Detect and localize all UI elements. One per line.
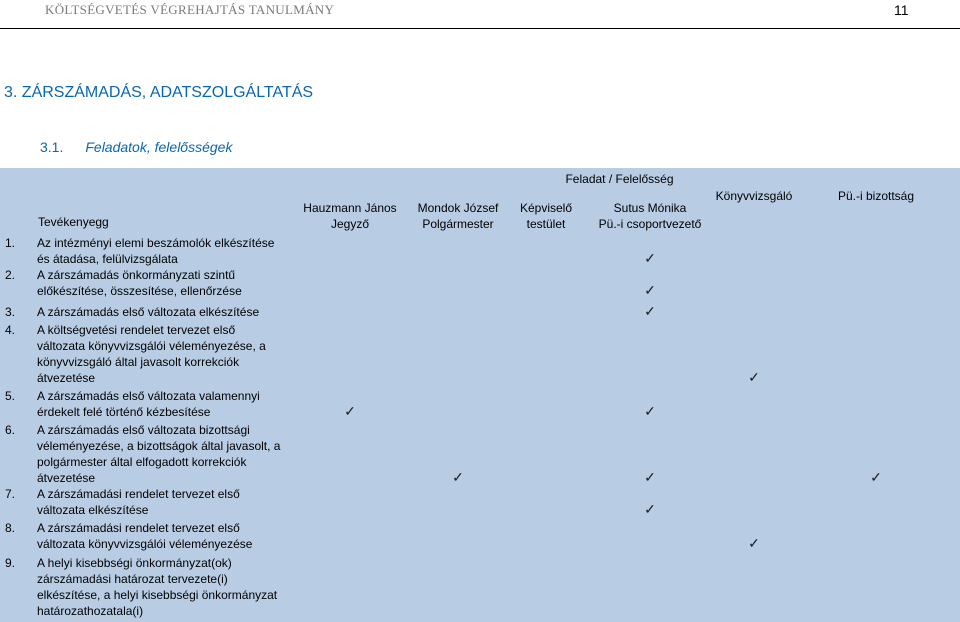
subsection-label: Feladatok, felelősségek — [85, 139, 233, 155]
check-icon: ✓ — [644, 403, 656, 419]
row-number: 3. — [5, 305, 16, 319]
activity-line: változata könyvvizsgálói véleményezése — [37, 537, 253, 551]
column-header-role: Polgármester — [422, 217, 494, 231]
row-number: 7. — [5, 487, 16, 501]
row-number: 1. — [5, 236, 16, 250]
row-number: 8. — [5, 521, 16, 535]
activity-text — [37, 422, 282, 486]
activity-text — [37, 267, 282, 299]
activity-line: elkészítése, a helyi kisebbségi önkormányzat — [37, 588, 278, 602]
column-header-name: Mondok József — [417, 201, 499, 215]
activity-text — [37, 322, 282, 386]
check-icon: ✓ — [748, 535, 760, 551]
row-number: 4. — [5, 323, 16, 337]
activity-text — [37, 304, 282, 320]
column-header-role: Pü.-i csoportvezető — [598, 217, 702, 231]
activity-line: A zárszámadás első változata elkészítése — [37, 305, 260, 319]
activity-text — [37, 388, 282, 420]
activity-column-header: Tevékenyegg — [38, 215, 109, 229]
column-header-name: Pü.-i bizottság — [837, 189, 915, 203]
subsection-number: 3.1. — [40, 139, 64, 155]
activity-line: átvezetése — [37, 371, 96, 385]
column-header — [806, 188, 946, 204]
activity-line: polgármester által elfogadott korrekciók — [37, 455, 247, 469]
activity-line: változata elkészítése — [37, 503, 149, 517]
column-header-role: testület — [526, 217, 566, 231]
check-icon: ✓ — [748, 369, 760, 385]
activity-line: és átadása, felülvizsgálata — [37, 252, 178, 266]
check-icon: ✓ — [644, 250, 656, 266]
activity-line: könyvvizsgáló által javasolt korrekciók — [37, 355, 240, 369]
column-header-name: Könyvvizsgáló — [715, 189, 793, 203]
activity-line: Az intézményi elemi beszámolók elkészítése — [37, 236, 275, 250]
activity-line: A helyi kisebbségi önkormányzat(ok) — [37, 556, 232, 570]
activity-line: A költségvetési rendelet tervezet első — [37, 323, 236, 337]
activity-text — [37, 555, 282, 619]
page-number: 11 — [894, 2, 909, 18]
activity-line: A zárszámadás első változata bizottsági — [37, 423, 250, 437]
activity-text — [37, 235, 282, 267]
document-title: KÖLTSÉGVETÉS VÉGREHAJTÁS TANULMÁNY — [45, 2, 335, 17]
row-number: 2. — [5, 268, 16, 282]
activity-text — [37, 486, 282, 518]
check-icon: ✓ — [644, 469, 656, 485]
activity-text — [37, 520, 282, 552]
activity-line: érdekelt felé történő kézbesítése — [37, 405, 211, 419]
activity-line: előkészítése, összesítése, ellenőrzése — [37, 284, 242, 298]
column-header — [684, 188, 824, 204]
check-icon: ✓ — [870, 469, 882, 485]
check-icon: ✓ — [644, 303, 656, 319]
row-number: 9. — [5, 556, 16, 570]
activity-line: zárszámadási határozat tervezete(i) — [37, 572, 228, 586]
section-title: 3. ZÁRSZÁMADÁS, ADATSZOLGÁLTATÁS — [4, 84, 314, 101]
column-header — [580, 200, 720, 232]
subsection-title — [40, 139, 232, 155]
activity-line: határozathozatala(i) — [37, 604, 144, 618]
activity-line: változata könyvvizsgálói véleményezése, a — [37, 339, 266, 353]
column-header-name: Sutus Mónika — [613, 201, 687, 215]
table-group-label: Feladat / Felelősség — [565, 172, 674, 186]
check-icon: ✓ — [644, 282, 656, 298]
activity-line: A zárszámadás önkormányzati szintű — [37, 268, 236, 282]
activity-line: A zárszámadás első változata valamennyi — [37, 389, 260, 403]
check-icon: ✓ — [452, 469, 464, 485]
check-icon: ✓ — [644, 501, 656, 517]
activity-line: A zárszámadási rendelet tervezet első — [37, 487, 240, 501]
column-header-name: Hauzmann János — [303, 201, 397, 215]
column-header-role: Jegyző — [330, 217, 370, 231]
page-header — [0, 0, 960, 29]
column-header-name: Képviselő — [519, 201, 573, 215]
row-number: 5. — [5, 389, 16, 403]
activity-line: A zárszámadási rendelet tervezet első — [37, 521, 240, 535]
activity-line: átvezetése — [37, 471, 96, 485]
check-icon: ✓ — [344, 403, 356, 419]
activity-line: véleményezése, a bizottságok által javasolt, a — [37, 439, 281, 453]
row-number: 6. — [5, 423, 16, 437]
